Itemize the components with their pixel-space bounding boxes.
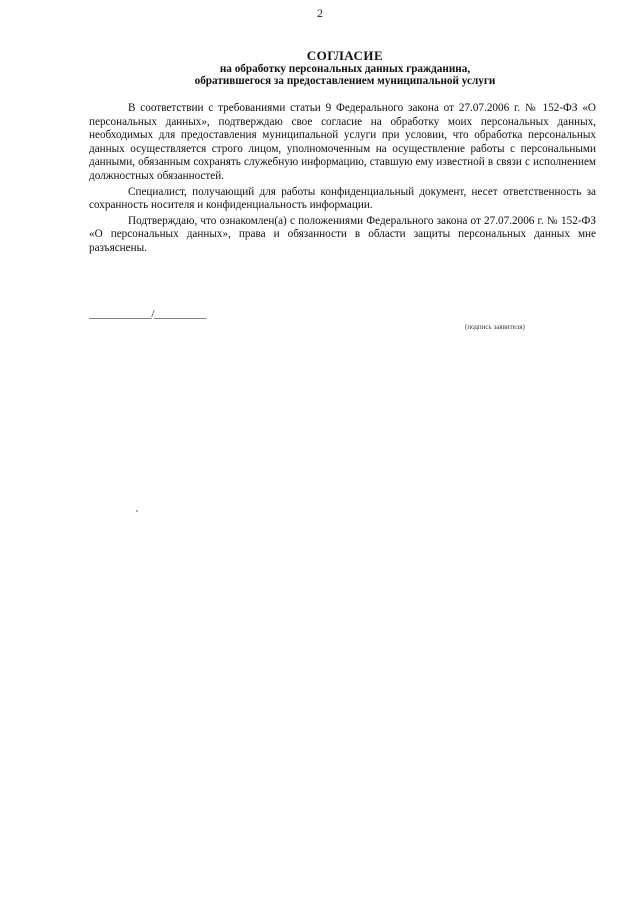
document-title: СОГЛАСИЕ: [306, 48, 384, 63]
document-title-block: [90, 50, 600, 87]
scan-speck: [136, 510, 138, 512]
paragraph-specialist-responsibility: Специалист, получающий для работы конфиденциальный документ, несет ответственность за сохранность носителя и конфиденциальность информации.: [89, 185, 596, 212]
page-number: 2: [317, 6, 323, 20]
signature-caption: (подпись заявителя): [465, 323, 525, 331]
signature-line: ____________/__________: [89, 308, 207, 320]
paragraph-consent: В соответствии с требованиями статьи 9 Федерального закона от 27.07.2006 г. № 152-ФЗ «О персональных данных», подтверждаю свое согласие на обработку моих персональных данных, необходимых для предоставления муниципальной услуги при условии, что обработка персональных данных осуществляется строго лицом, уполномоченным на осуществление работы с персональными данными, обязанным сохранять служебную информацию, ставшую ему известной в связи с исполнением должностных обязанностей.: [89, 102, 596, 182]
document-subtitle-line-1: на обработку персональных данных гражданина,: [219, 63, 471, 75]
paragraph-acknowledgement: Подтверждаю, что ознакомлен(а) с положениями Федерального закона от 27.07.2006 г. № 152-ФЗ «О персональных данных», права и обязанности в области защиты персональных данных мне разъяснены.: [89, 214, 596, 254]
document-body: [89, 102, 596, 258]
document-subtitle-line-2: обратившегося за предоставлением муниципальной услуги: [194, 75, 496, 87]
